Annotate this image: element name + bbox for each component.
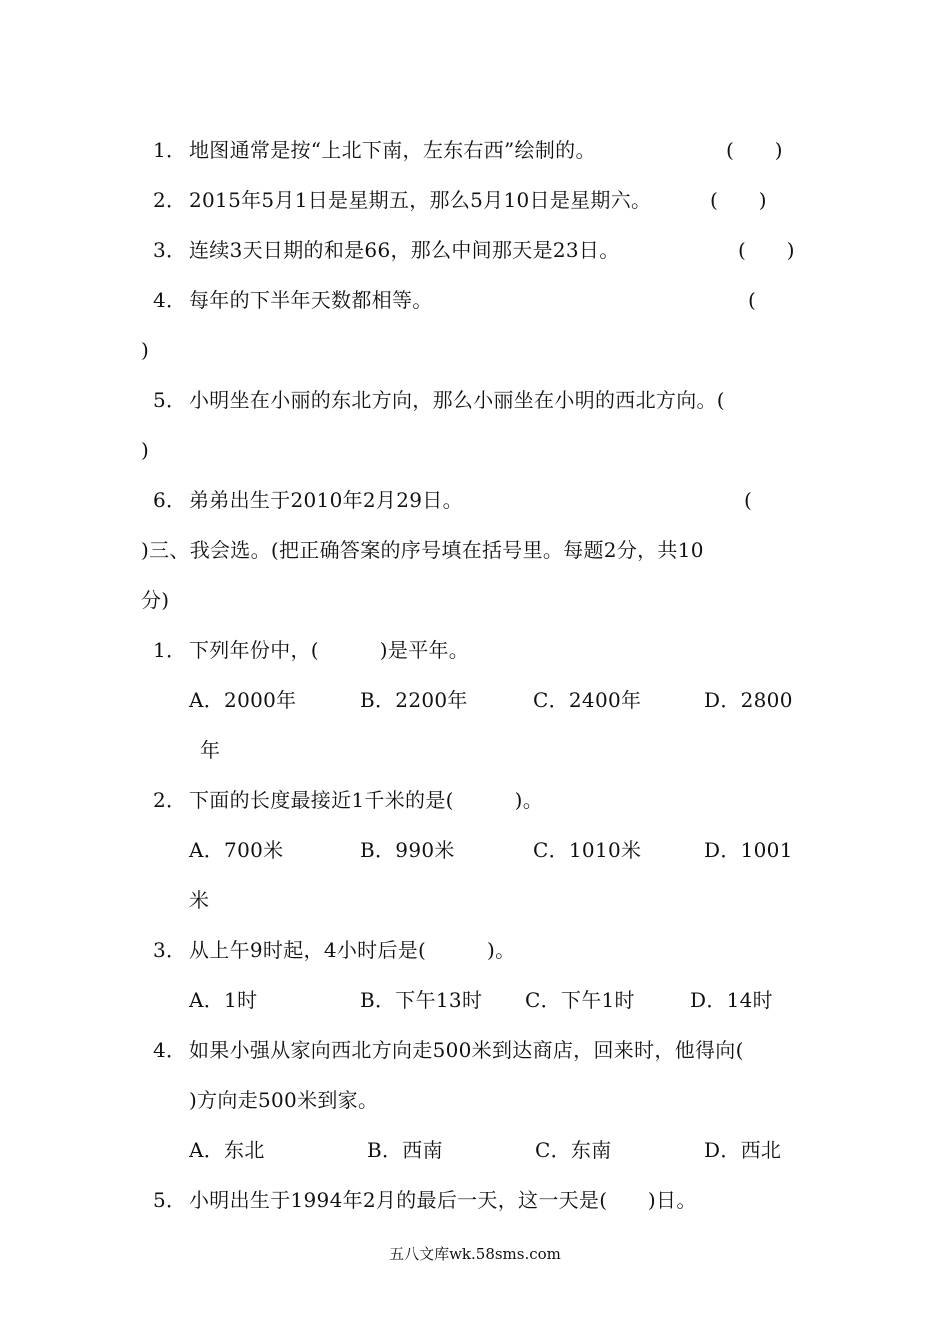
choice-2-number: 2．	[153, 788, 187, 812]
choice-5-number: 5．	[153, 1188, 187, 1212]
judge-4-answer-blank[interactable]: (	[748, 288, 757, 312]
judge-1-number: 1．	[153, 138, 187, 162]
judge-1-text: 地图通常是按“上北下南，左东右西”绘制的。	[189, 138, 596, 162]
choice-3-number: 3．	[153, 938, 187, 962]
choice-1-option-c[interactable]: C．2400年	[533, 688, 642, 712]
choice-3-stem: 从上午9时起，4小时后是( )。	[189, 938, 516, 962]
choice-1-option-d[interactable]: D．2800	[704, 688, 793, 712]
judge-2-text: 2015年5月1日是星期五，那么5月10日是星期六。	[189, 188, 652, 212]
choice-3-option-d[interactable]: D．14时	[690, 988, 773, 1012]
choice-4-option-b[interactable]: B．西南	[367, 1138, 443, 1162]
section-3-heading-cont: 分)	[141, 588, 170, 612]
judge-5-number: 5．	[153, 388, 187, 412]
choice-1-option-d-cont: 年	[200, 738, 221, 762]
choice-2-option-d-cont: 米	[189, 888, 210, 912]
judge-5-answer-close: )	[141, 438, 150, 462]
choice-2-stem: 下面的长度最接近1千米的是( )。	[189, 788, 544, 812]
choice-4-option-c[interactable]: C．东南	[535, 1138, 612, 1162]
page-footer-watermark: 五八文库wk.58sms.com	[389, 1245, 561, 1263]
judge-1-answer-blank[interactable]: ( )	[726, 138, 783, 162]
choice-1-option-b[interactable]: B．2200年	[360, 688, 468, 712]
judge-2-number: 2．	[153, 188, 187, 212]
choice-3-option-c[interactable]: C．下午1时	[525, 988, 635, 1012]
judge-4-answer-close: )	[141, 338, 150, 362]
judge-6-answer-blank[interactable]: (	[744, 488, 753, 512]
judge-5-text: 小明坐在小丽的东北方向，那么小丽坐在小明的西北方向。(	[189, 388, 725, 412]
choice-4-option-d[interactable]: D．西北	[704, 1138, 782, 1162]
judge-3-text: 连续3天日期的和是66，那么中间那天是23日。	[189, 238, 620, 262]
choice-4-number: 4．	[153, 1038, 187, 1062]
choice-2-option-b[interactable]: B．990米	[360, 838, 455, 862]
choice-3-option-a[interactable]: A．1时	[189, 988, 258, 1012]
choice-1-number: 1．	[153, 638, 187, 662]
choice-2-option-d[interactable]: D．1001	[704, 838, 793, 862]
judge-3-answer-blank[interactable]: ( )	[738, 238, 795, 262]
section-3-heading: )三、我会选。(把正确答案的序号填在括号里。每题2分，共10	[141, 538, 704, 562]
judge-6-text: 弟弟出生于2010年2月29日。	[189, 488, 463, 512]
judge-4-text: 每年的下半年天数都相等。	[189, 288, 433, 312]
judge-3-number: 3．	[153, 238, 187, 262]
choice-2-option-c[interactable]: C．1010米	[533, 838, 642, 862]
judge-4-number: 4．	[153, 288, 187, 312]
choice-2-option-a[interactable]: A．700米	[189, 838, 284, 862]
choice-5-stem: 小明出生于1994年2月的最后一天，这一天是( )日。	[189, 1188, 697, 1212]
choice-1-stem: 下列年份中，( )是平年。	[189, 638, 470, 662]
judge-6-number: 6．	[153, 488, 187, 512]
choice-3-option-b[interactable]: B．下午13时	[360, 988, 483, 1012]
judge-2-answer-blank[interactable]: ( )	[710, 188, 767, 212]
choice-4-stem: 如果小强从家向西北方向走500米到达商店，回来时，他得向(	[189, 1038, 744, 1062]
choice-4-stem-cont: )方向走500米到家。	[189, 1088, 379, 1112]
choice-1-option-a[interactable]: A．2000年	[189, 688, 297, 712]
choice-4-option-a[interactable]: A．东北	[189, 1138, 265, 1162]
